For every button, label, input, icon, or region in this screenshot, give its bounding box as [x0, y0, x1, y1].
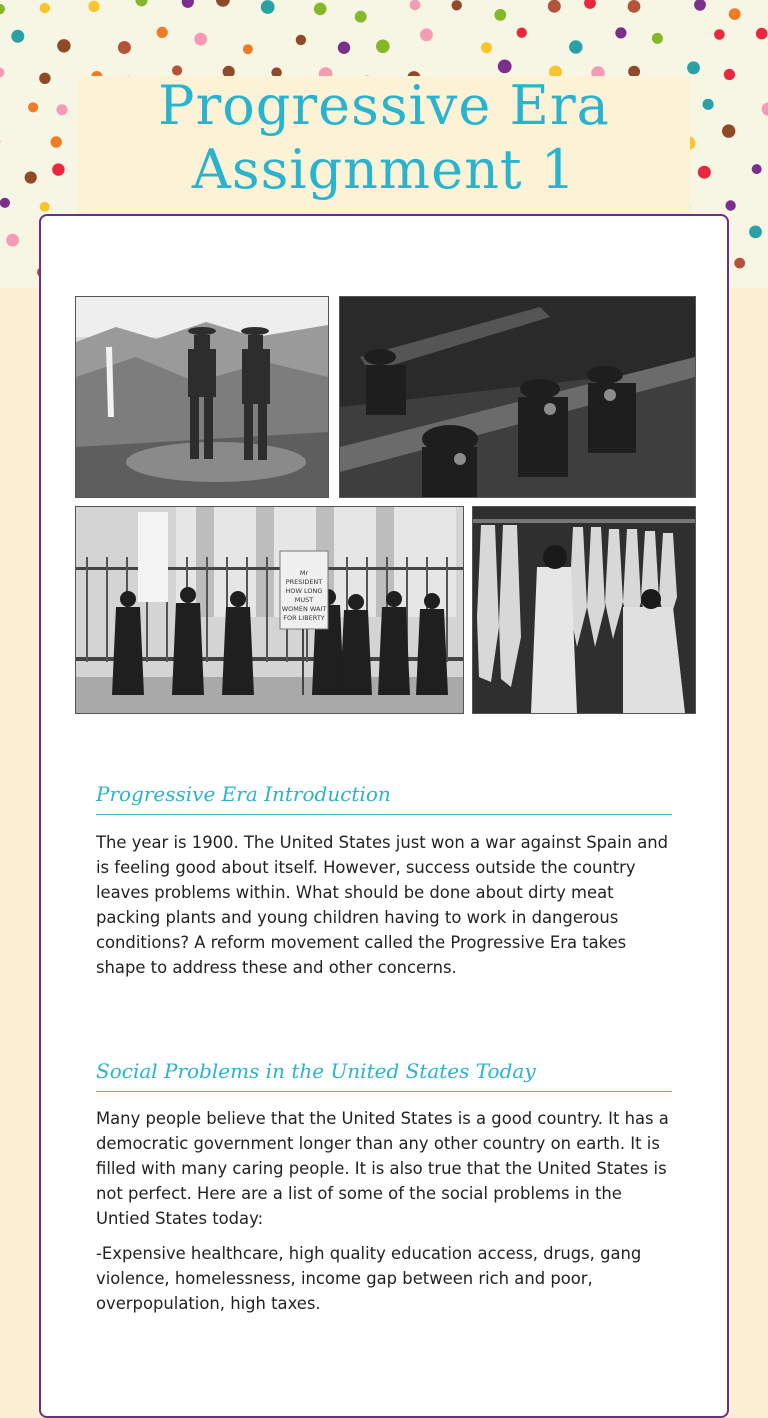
- polka-dot: [687, 61, 700, 74]
- polka-dot: [118, 41, 131, 54]
- section-title-social-problems: Social Problems in the United States Today: [96, 1059, 672, 1092]
- polka-dot: [0, 4, 5, 14]
- child-labor-photo: [339, 296, 696, 498]
- polka-dot: [296, 35, 306, 45]
- polka-dot: [749, 226, 762, 239]
- yosemite-photo: [75, 296, 329, 498]
- meatpacking-photo: [472, 506, 696, 714]
- polka-dot: [584, 0, 596, 9]
- polka-dot: [136, 0, 148, 6]
- polka-dot: [420, 28, 433, 41]
- polka-dot: [216, 0, 230, 7]
- sign-line: Mr PRESIDENT: [281, 569, 327, 587]
- polka-dot: [194, 33, 207, 46]
- section-title-introduction: Progressive Era Introduction: [96, 782, 672, 815]
- sign-line: WOMEN WAIT: [281, 605, 327, 614]
- polka-dot: [355, 11, 367, 23]
- polka-dot: [628, 0, 641, 13]
- polka-dot: [494, 9, 506, 21]
- child-labor-illustration: [340, 297, 695, 497]
- polka-dot: [40, 3, 50, 13]
- polka-dot: [652, 33, 663, 44]
- polka-dot: [756, 28, 768, 40]
- yosemite-illustration: [76, 297, 328, 497]
- polka-dot: [6, 234, 19, 247]
- sign-line: HOW LONG: [281, 587, 327, 596]
- sign-line: FOR LIBERTY: [281, 614, 327, 623]
- meatpacking-illustration: [473, 507, 695, 713]
- polka-dot: [714, 29, 725, 40]
- polka-dot: [157, 27, 168, 38]
- polka-dot: [57, 39, 70, 52]
- sign-line: MUST: [281, 596, 327, 605]
- polka-dot: [182, 0, 194, 8]
- polka-dot: [11, 30, 24, 43]
- polka-dot: [517, 28, 527, 38]
- polka-dot: [243, 44, 253, 54]
- polka-dot: [410, 0, 421, 10]
- polka-dot: [452, 0, 462, 10]
- social-problems-list: -Expensive healthcare, high quality education access, drugs, gang violence, homelessness, income gap between rich and poor, overpopulation, high taxes.: [96, 1241, 672, 1316]
- polka-dot: [314, 3, 327, 16]
- polka-dot: [694, 0, 706, 11]
- suffrage-illustration: [76, 507, 463, 713]
- introduction-paragraph: The year is 1900. The United States just won a war against Spain and is feeling good about itself. However, success outside the country leaves problems within. What should be done about dirty meat packing plants and young children having to work in dangerous conditions? A reform movement called the Progressive Era takes shape to address these and other concerns.: [96, 830, 672, 980]
- social-problems-paragraph: Many people believe that the United States is a good country. It has a democratic government longer than any other country on earth. It is filled with many caring people. It is also true that the United States is not perfect. Here are a list of some of the social problems in the Untied States today:: [96, 1106, 672, 1231]
- polka-dot: [88, 1, 99, 12]
- polka-dot: [376, 40, 390, 54]
- polka-dot: [338, 42, 350, 54]
- polka-dot: [261, 0, 275, 14]
- suffrage-photo: [75, 506, 464, 714]
- polka-dot: [569, 40, 582, 53]
- polka-dot: [40, 202, 50, 212]
- page-title: [0, 74, 768, 202]
- polka-dot: [481, 42, 492, 53]
- polka-dot: [734, 258, 745, 269]
- title-line-1: Progressive Era: [158, 74, 610, 137]
- polka-dot: [548, 0, 561, 13]
- polka-dot: [729, 8, 741, 20]
- protest-sign: [281, 569, 327, 623]
- polka-dot: [498, 60, 512, 74]
- title-line-2: Assignment 1: [192, 138, 576, 201]
- polka-dot: [615, 27, 626, 38]
